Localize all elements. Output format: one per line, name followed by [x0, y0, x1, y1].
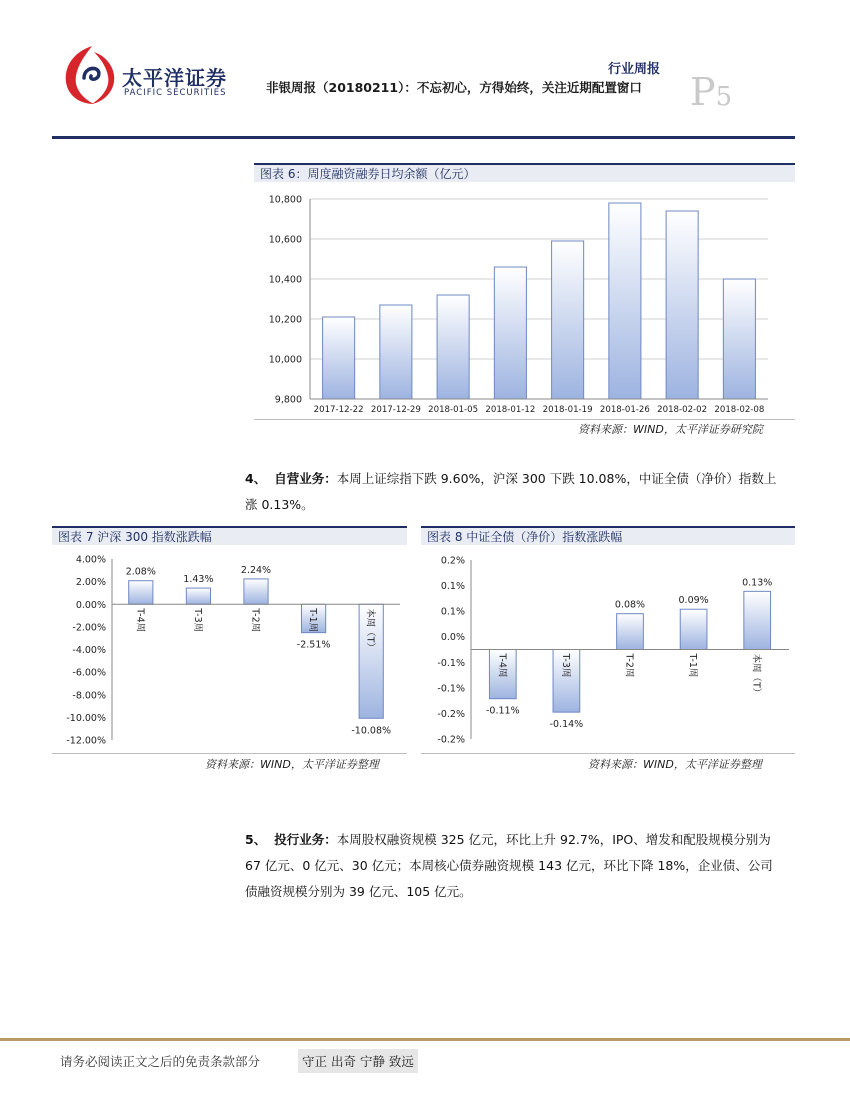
figure7-data-label: 2.08% [125, 566, 156, 578]
figure8-ytick-label: 0.2% [440, 555, 465, 567]
figure7-bar [186, 588, 210, 604]
figure8-bottom-rule [421, 753, 795, 754]
figure6-xtick-label: 2018-02-02 [657, 405, 708, 415]
figure8-ytick-label: -0.2% [437, 734, 465, 746]
figure6-bottom-rule [254, 419, 795, 420]
figure6-ytick-label: 9,800 [274, 394, 302, 406]
footer-disclaimer: 请务必阅读正文之后的免责条款部分 [60, 1054, 261, 1069]
figure8-chart [421, 545, 795, 754]
figure6-xtick-label: 2018-01-26 [599, 405, 650, 415]
figure6-xtick-label: 2017-12-22 [313, 405, 364, 415]
figure8-data-label: -0.11% [485, 705, 520, 717]
figure7-data-label: -10.08% [351, 725, 392, 737]
company-logo [62, 44, 122, 106]
figure7-category-label: 本周（T） [364, 608, 376, 653]
figure7-category-label: T-4周 [134, 608, 146, 633]
section5-text: 本周股权融资规模 325 亿元，环比上升 92.7%，IPO、增发和配股规模分别为 67 亿元、0 亿元、30 亿元；本周核心债券融资规模 143 亿元，环比下降 18%，企业债、公司债融资规模分别为 39 亿元、105 亿元。 [245, 832, 773, 899]
figure6-xtick-label: 2018-01-19 [542, 405, 593, 415]
figure7-source: 资料来源：WIND，太平洋证券整理 [205, 758, 379, 771]
figure6-xtick-label: 2018-02-08 [714, 405, 765, 415]
figure8-category-label: 本周（T） [750, 653, 762, 698]
brand-name-en: PACIFIC SECURITIES [124, 88, 227, 98]
figure8-category-label: T-1周 [687, 653, 699, 678]
figure6-ytick-label: 10,200 [268, 314, 302, 326]
figure8-source: 资料来源：WIND，太平洋证券整理 [588, 758, 762, 771]
figure7-title: 图表 7 沪深 300 指数涨跌幅 [52, 526, 407, 545]
figure8-panel [421, 526, 795, 754]
figure6-ytick-label: 10,600 [268, 234, 302, 246]
figure8-bar [744, 591, 771, 649]
brand-name-cn: 太平洋证券 [122, 66, 227, 90]
figure6-bar [552, 241, 584, 399]
figure8-title: 图表 8 中证全债（净价）指数涨跌幅 [421, 526, 795, 545]
figure7-data-label: 1.43% [183, 574, 214, 586]
figure6-xtick-label: 2017-12-29 [370, 405, 421, 415]
figure7-ytick-label: -10.00% [66, 712, 106, 724]
figure6-bar [323, 317, 355, 399]
figure7-bottom-rule [52, 753, 407, 754]
figure8-data-label: 0.09% [678, 595, 709, 607]
figure8-ytick-label: 0.0% [440, 632, 465, 644]
figure8-data-label: 0.08% [614, 599, 646, 611]
figure7-ytick-label: 4.00% [75, 554, 106, 566]
figure6-ytick-label: 10,800 [268, 194, 302, 206]
section5-number: 5、 [245, 832, 267, 847]
figure7-ytick-label: -6.00% [72, 667, 106, 679]
figure8-category-label: T-3周 [559, 653, 571, 678]
section4-paragraph [245, 466, 785, 518]
figure8-ytick-label: 0.1% [440, 581, 465, 593]
figure8-data-label: 0.13% [742, 577, 773, 589]
figure7-chart [52, 545, 407, 754]
section4-text: 本周上证综指下跌 9.60%，沪深 300 下跌 10.08%，中证全债（净价）指数上涨 0.13%。 [245, 471, 777, 512]
figure7-ytick-label: 0.00% [75, 599, 106, 611]
figure7-bar [244, 579, 268, 604]
figure7-data-label: -2.51% [296, 639, 331, 651]
figure6-bar [494, 267, 526, 399]
figure8-data-label: -0.14% [549, 719, 584, 731]
header-divider [52, 136, 795, 139]
figure8-ytick-label: 0.1% [440, 606, 465, 618]
footer-motto: 守正 出奇 宁静 致远 [298, 1049, 418, 1073]
section5-paragraph [245, 827, 785, 905]
figure6-xtick-label: 2018-01-05 [428, 405, 479, 415]
figure8-ytick-label: -0.1% [437, 683, 465, 695]
section5-lead: 投行业务： [274, 832, 337, 847]
figure6-bar [723, 279, 755, 399]
figure7-data-label: 2.24% [240, 564, 272, 576]
figure7-bar [129, 581, 153, 605]
figure8-bar [680, 609, 707, 649]
figure6-title: 图表 6：周度融资融券日均余额（亿元） [254, 163, 795, 182]
figure6-ytick-label: 10,400 [268, 274, 302, 286]
figure8-ytick-label: -0.1% [437, 657, 465, 669]
report-title: 非银周报（20180211）：不忘初心，方得始终，关注近期配置窗口 [266, 80, 642, 95]
figure7-category-label: T-2周 [249, 608, 261, 633]
figure8-ytick-label: -0.2% [437, 708, 465, 720]
figure6-bar [666, 211, 698, 399]
figure6-bar [609, 203, 641, 399]
figure7-panel [52, 526, 407, 754]
figure6-bar [380, 305, 412, 399]
page-number: P5 [690, 70, 733, 114]
section4-lead: 自营业务： [274, 471, 337, 486]
figure6-ytick-label: 10,000 [268, 354, 302, 366]
figure7-ytick-label: -2.00% [72, 622, 106, 634]
figure7-ytick-label: 2.00% [75, 577, 106, 589]
figure6-xtick-label: 2018-01-12 [485, 405, 536, 415]
figure6-bar [437, 295, 469, 399]
report-type: 行业周报 [608, 62, 661, 77]
figure7-ytick-label: -12.00% [66, 735, 106, 747]
figure8-category-label: T-4周 [496, 653, 508, 678]
figure8-bar [617, 614, 644, 650]
section4-number: 4、 [245, 471, 267, 486]
footer-divider [0, 1038, 850, 1041]
figure7-category-label: T-3周 [191, 608, 203, 633]
figure6-source: 资料来源：WIND，太平洋证券研究院 [578, 423, 763, 436]
figure8-category-label: T-2周 [623, 653, 635, 678]
figure6-panel [254, 163, 795, 420]
figure7-ytick-label: -4.00% [72, 645, 106, 656]
figure7-category-label: T-1周 [307, 608, 319, 633]
figure6-chart [254, 182, 795, 420]
figure7-ytick-label: -8.00% [72, 690, 106, 702]
